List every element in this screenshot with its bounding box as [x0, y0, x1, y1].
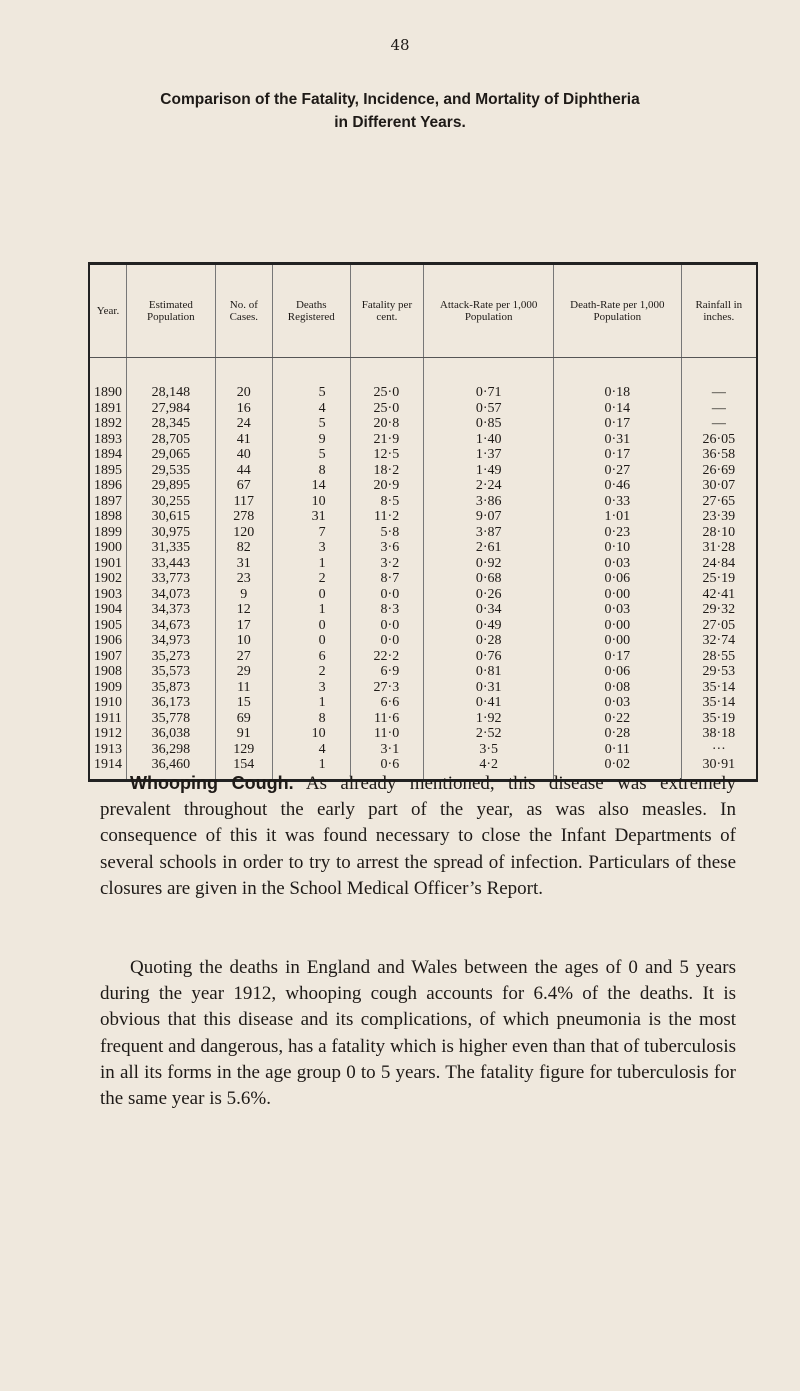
table-cell: 42·41: [681, 587, 757, 603]
table-cell: 0·03: [554, 602, 682, 618]
table-cell: 35·19: [681, 711, 757, 727]
table-cell: 1·37: [424, 447, 554, 463]
table-row: [89, 633, 757, 649]
table-cell: 0·22: [554, 711, 682, 727]
table-cell: 11·2: [350, 509, 424, 525]
table-cell: 1907: [94, 648, 122, 664]
column-header: Rainfall in inches.: [681, 264, 757, 358]
table-row: [89, 711, 757, 727]
table-cell: 0: [272, 587, 350, 603]
table-cell: 0·00: [554, 618, 682, 634]
table-cell: 0·06: [554, 664, 682, 680]
title-line-2: in Different Years.: [334, 114, 466, 131]
table-cell: 0·03: [554, 695, 682, 711]
table-cell: 28·10: [681, 525, 757, 541]
table-cell: 1913: [94, 741, 122, 757]
table-cell: 0·46: [554, 478, 682, 494]
table-cell: 44: [215, 463, 272, 479]
table-cell: 3: [272, 540, 350, 556]
table-cell: 1·40: [424, 432, 554, 448]
table-cell: 30,615: [127, 509, 216, 525]
table-cell: 18·2: [350, 463, 424, 479]
table-cell: 11: [215, 680, 272, 696]
table-cell: 20·9: [350, 478, 424, 494]
table-row: [89, 556, 757, 572]
table-header-row: [89, 264, 757, 358]
table-cell: 30·07: [681, 478, 757, 494]
table-cell: 1892: [94, 416, 122, 431]
table-cell: 30,975: [127, 525, 216, 541]
table-cell: 8: [272, 463, 350, 479]
table-cell: 38·18: [681, 726, 757, 742]
table-cell: 30·91: [681, 757, 757, 780]
table-row: [89, 742, 757, 758]
table-cell: 20·8: [350, 416, 424, 432]
table-row: [89, 587, 757, 603]
table-cell: 33,773: [127, 571, 216, 587]
table-cell: 1899: [94, 524, 122, 540]
table-row: [89, 571, 757, 587]
table-cell: 24·84: [681, 556, 757, 572]
table-cell: 8·3: [350, 602, 424, 618]
table-cell: 29,065: [127, 447, 216, 463]
table-cell: 9: [272, 432, 350, 448]
table-cell: 0: [272, 618, 350, 634]
table-cell: 23·39: [681, 509, 757, 525]
page-number: 48: [390, 36, 410, 54]
table-cell: 1906: [94, 633, 122, 648]
table-cell: 1896: [94, 478, 122, 493]
table-row: [89, 494, 757, 510]
table-cell: 0·41: [424, 695, 554, 711]
table-cell: 2: [272, 571, 350, 587]
table-cell: 1908: [94, 664, 122, 679]
table-cell: 1: [272, 556, 350, 572]
table-cell: 16: [215, 401, 272, 417]
table-cell: 120: [215, 525, 272, 541]
table-cell: 6: [272, 649, 350, 665]
table-cell: 1·49: [424, 463, 554, 479]
table-cell: 1910: [94, 695, 122, 710]
table-row: [89, 432, 757, 448]
table-cell: ···: [681, 742, 757, 758]
table-cell: 1909: [94, 679, 122, 695]
table-row: [89, 680, 757, 696]
table-cell: 5: [272, 416, 350, 432]
table-cell: 31: [215, 556, 272, 572]
table-cell: 1911: [94, 710, 122, 726]
table-cell: 3: [272, 680, 350, 696]
table-cell: 1894: [94, 447, 122, 462]
table-row: [89, 525, 757, 541]
table-cell: 0·49: [424, 618, 554, 634]
table-cell: 129: [215, 742, 272, 758]
table-cell: 0·81: [424, 664, 554, 680]
table-cell: 15: [215, 695, 272, 711]
table-cell: 0: [272, 633, 350, 649]
table-cell: —: [681, 401, 757, 417]
table-cell: 0·57: [424, 401, 554, 417]
table-cell: 278: [215, 509, 272, 525]
table-row: [89, 509, 757, 525]
table-cell: 3·86: [424, 494, 554, 510]
diphtheria-table: [88, 262, 758, 782]
table-cell: 29: [215, 664, 272, 680]
table-cell: 1904: [94, 602, 122, 617]
table-cell: 28,148: [127, 358, 216, 401]
table-row: [89, 358, 757, 401]
table-cell: 0·28: [424, 633, 554, 649]
table-cell: 34,973: [127, 633, 216, 649]
title-line-1: Comparison of the Fatality, Incidence, and Mortality of Diphtheria: [160, 91, 640, 108]
table-cell: 3·2: [350, 556, 424, 572]
table-cell: 28,345: [127, 416, 216, 432]
table-cell: 1897: [94, 493, 122, 509]
table-cell: 27·3: [350, 680, 424, 696]
table-cell: 9: [215, 587, 272, 603]
table-row: [89, 416, 757, 432]
table-cell: 1905: [94, 617, 122, 633]
table-cell: 0·31: [554, 432, 682, 448]
table-cell: 35,273: [127, 649, 216, 665]
table-cell: 0·00: [554, 587, 682, 603]
table-cell: 29,895: [127, 478, 216, 494]
table-cell: 35·14: [681, 680, 757, 696]
table-row: [89, 649, 757, 665]
table-cell: 0·0: [350, 587, 424, 603]
table-cell: 2·61: [424, 540, 554, 556]
table-cell: 29·53: [681, 664, 757, 680]
table-cell: 35,873: [127, 680, 216, 696]
table-cell: 27·65: [681, 494, 757, 510]
table-cell: 9·07: [424, 509, 554, 525]
table-cell: 10: [215, 633, 272, 649]
table-cell: 29,535: [127, 463, 216, 479]
table-cell: 31·28: [681, 540, 757, 556]
table-cell: 10: [272, 726, 350, 742]
table-cell: 0·0: [350, 618, 424, 634]
table-cell: 0·76: [424, 649, 554, 665]
table-row: [89, 618, 757, 634]
table-cell: 0·71: [424, 358, 554, 401]
table-cell: 36·58: [681, 447, 757, 463]
table-cell: 5·8: [350, 525, 424, 541]
table-cell: 28·55: [681, 649, 757, 665]
table-cell: 0·02: [554, 757, 682, 780]
table-cell: 67: [215, 478, 272, 494]
table-cell: 0·14: [554, 401, 682, 417]
table-cell: 0·00: [554, 633, 682, 649]
table-cell: 20: [215, 358, 272, 401]
table-cell: 34,673: [127, 618, 216, 634]
table-cell: 34,373: [127, 602, 216, 618]
table-cell: 6·9: [350, 664, 424, 680]
table-row: [89, 401, 757, 417]
table-cell: 41: [215, 432, 272, 448]
table-row: [89, 695, 757, 711]
table-cell: 2: [272, 664, 350, 680]
table-cell: 5: [272, 358, 350, 401]
table-cell: 36,038: [127, 726, 216, 742]
table-cell: 30,255: [127, 494, 216, 510]
table-cell: 0·23: [554, 525, 682, 541]
table-cell: 1903: [94, 586, 122, 602]
table-cell: 0·17: [554, 416, 682, 432]
table-cell: 0·27: [554, 463, 682, 479]
section-heading: Whooping Cough.: [130, 773, 294, 793]
table-cell: 0·6: [350, 757, 424, 780]
table-cell: 154: [215, 757, 272, 780]
table-cell: 1890: [94, 385, 122, 400]
table-cell: 35·14: [681, 695, 757, 711]
table-cell: 10: [272, 494, 350, 510]
table-cell: 36,173: [127, 695, 216, 711]
table-cell: 1891: [94, 400, 122, 416]
table-cell: 40: [215, 447, 272, 463]
column-header: No. of Cases.: [215, 264, 272, 358]
table-cell: 1902: [94, 571, 122, 586]
table-cell: 23: [215, 571, 272, 587]
table-cell: 8·5: [350, 494, 424, 510]
table-cell: —: [681, 416, 757, 432]
table-cell: 1912: [94, 726, 122, 741]
table-cell: 4: [272, 742, 350, 758]
table-cell: 12: [215, 602, 272, 618]
table-cell: 1·01: [554, 509, 682, 525]
table-cell: 31: [272, 509, 350, 525]
column-header: Fatality per cent.: [350, 264, 424, 358]
whooping-cough-paragraph: [100, 770, 736, 902]
table-cell: 3·87: [424, 525, 554, 541]
table-cell: 21·9: [350, 432, 424, 448]
table-cell: 8: [272, 711, 350, 727]
table-cell: 0·33: [554, 494, 682, 510]
table-cell: 1: [272, 695, 350, 711]
table-cell: 36,298: [127, 742, 216, 758]
table-cell: 33,443: [127, 556, 216, 572]
column-header: Attack-Rate per 1,000 Population: [424, 264, 554, 358]
column-header: Death-Rate per 1,000 Population: [554, 264, 682, 358]
table-cell: 25·0: [350, 401, 424, 417]
table-cell: 69: [215, 711, 272, 727]
column-header: Year.: [89, 264, 127, 358]
table-row: [89, 540, 757, 556]
table-cell: 3·5: [424, 742, 554, 758]
table-cell: 0·26: [424, 587, 554, 603]
table-cell: 0·11: [554, 742, 682, 758]
paragraph-text: As already mentioned, this disease was extremely prevalent throughout the early part of the year, as was also measles. In consequence of this it was found necessary to close the Infant Departments of several schools in order to try to arrest the spread of infection. Particulars of these closures are given in the School Medical Officer’s Report.: [100, 773, 736, 899]
table-cell: 34,073: [127, 587, 216, 603]
table-cell: 27: [215, 649, 272, 665]
table-cell: 25·0: [350, 358, 424, 401]
table-cell: 0·18: [554, 358, 682, 401]
deaths-paragraph: Quoting the deaths in England and Wales between the ages of 0 and 5 years during the year 1912, whooping cough accounts for 6.4% of the deaths. It is obvious that this disease and its complications, of which pneumonia is the most frequent and dangerous, has a fatality which is higher even than that of tuberculosis in all its forms in the age group 0 to 5 years. The fatality figure for tuberculosis for the same year is 5.6%.: [100, 957, 736, 1110]
table-row: [89, 602, 757, 618]
table-cell: 91: [215, 726, 272, 742]
table-cell: 26·69: [681, 463, 757, 479]
table-cell: 24: [215, 416, 272, 432]
column-header: Deaths Registered: [272, 264, 350, 358]
table-cell: 0·17: [554, 447, 682, 463]
table-cell: 2·52: [424, 726, 554, 742]
table-cell: 0·0: [350, 633, 424, 649]
table-cell: 29·32: [681, 602, 757, 618]
table-cell: 1895: [94, 462, 122, 478]
table-cell: 0·68: [424, 571, 554, 587]
table-cell: 36,460: [127, 757, 216, 780]
table-cell: 1914: [94, 757, 122, 772]
table-cell: 1·92: [424, 711, 554, 727]
table-cell: 0·34: [424, 602, 554, 618]
table-cell: 0·06: [554, 571, 682, 587]
table-cell: 0·31: [424, 680, 554, 696]
table-cell: 4·2: [424, 757, 554, 780]
table-cell: 4: [272, 401, 350, 417]
table-cell: 11·6: [350, 711, 424, 727]
table-cell: 5: [272, 447, 350, 463]
table-cell: 117: [215, 494, 272, 510]
table-cell: 0·03: [554, 556, 682, 572]
table-cell: 1901: [94, 555, 122, 571]
table-cell: 0·85: [424, 416, 554, 432]
table-row: [89, 478, 757, 494]
table-cell: 1893: [94, 431, 122, 447]
table-cell: 27·05: [681, 618, 757, 634]
table-cell: 0·17: [554, 649, 682, 665]
table-row: [89, 463, 757, 479]
table-cell: 8·7: [350, 571, 424, 587]
table-cell: 0·92: [424, 556, 554, 572]
table-cell: 22·2: [350, 649, 424, 665]
table-row: [89, 664, 757, 680]
column-header: Estimated Population: [127, 264, 216, 358]
table-cell: 28,705: [127, 432, 216, 448]
table-cell: 1900: [94, 540, 122, 555]
table-title: [60, 88, 740, 134]
table-cell: —: [681, 358, 757, 401]
table-cell: 35,778: [127, 711, 216, 727]
table-cell: 35,573: [127, 664, 216, 680]
table-row: [89, 726, 757, 742]
table-cell: 26·05: [681, 432, 757, 448]
table-cell: 82: [215, 540, 272, 556]
table-cell: 11·0: [350, 726, 424, 742]
table-cell: 1898: [94, 509, 122, 524]
table-cell: 12·5: [350, 447, 424, 463]
table-cell: 27,984: [127, 401, 216, 417]
table-row: [89, 447, 757, 463]
table-cell: 1: [272, 602, 350, 618]
table-cell: 17: [215, 618, 272, 634]
table-cell: 6·6: [350, 695, 424, 711]
table-cell: 14: [272, 478, 350, 494]
table-cell: 32·74: [681, 633, 757, 649]
table-cell: 0·08: [554, 680, 682, 696]
table-cell: 0·10: [554, 540, 682, 556]
table-cell: 7: [272, 525, 350, 541]
table-cell: 1: [272, 757, 350, 780]
table-cell: 0·28: [554, 726, 682, 742]
table-cell: 2·24: [424, 478, 554, 494]
table-cell: 3·1: [350, 742, 424, 758]
table-cell: 31,335: [127, 540, 216, 556]
table-cell: 25·19: [681, 571, 757, 587]
table-cell: 3·6: [350, 540, 424, 556]
